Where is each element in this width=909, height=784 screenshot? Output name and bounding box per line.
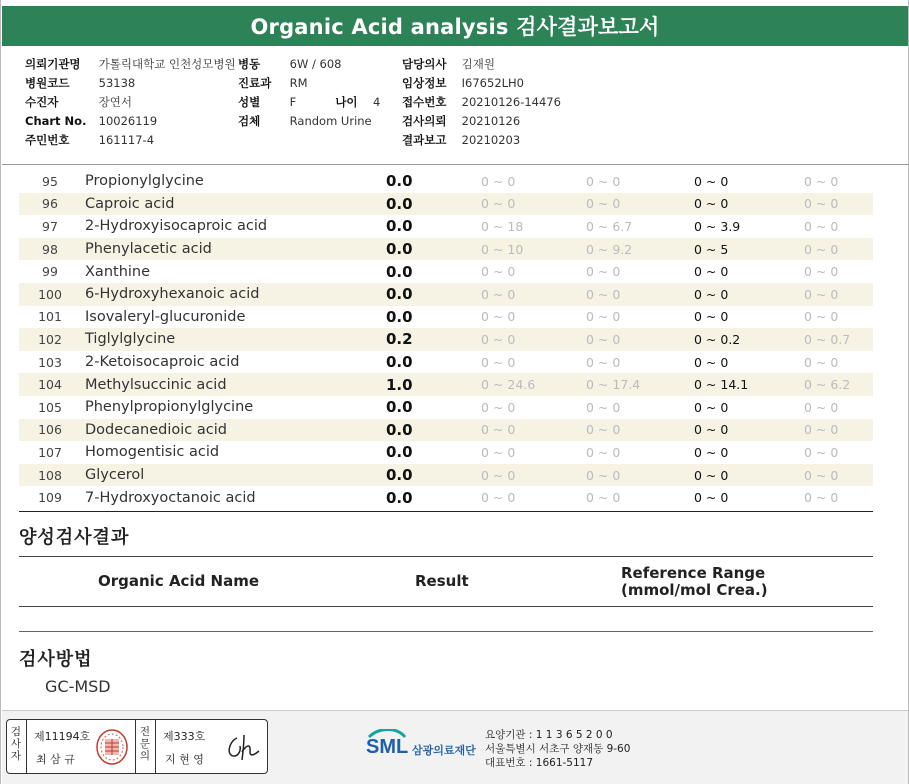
reference-range-4: 0 ~ 0 [804,309,839,325]
reference-range-3: 0 ~ 0.2 [694,328,804,351]
report-title: Organic Acid analysis 검사결과보고서 [2,6,908,46]
info-row [25,131,236,150]
row-number: 95 [42,173,58,189]
acid-name: 2-Ketoisocaproic acid [85,354,240,371]
result-value: 0.0 [386,488,413,507]
row-number: 106 [19,419,81,442]
reference-range-2: 0 ~ 0 [586,283,694,306]
acid-name: Xanthine [85,263,151,280]
acid-name: Glycerol [81,464,386,487]
result-value: 0.0 [386,172,413,191]
result-row [19,283,873,306]
acid-name: Phenylpropionylglycine [85,399,254,416]
row-number: 97 [42,218,58,234]
reference-range-4: 0 ~ 0 [804,264,839,280]
acid-name: Phenylacetic acid [81,238,386,261]
examiner-seal-icon [95,728,129,770]
info-value: 6W / 608 [289,57,342,71]
info-divider [2,164,908,165]
row-number: 107 [38,444,62,460]
acid-name: Homogentisic acid [85,444,220,461]
reference-range-2: 0 ~ 0 [586,419,694,442]
info-label: 주민번호 [25,133,70,147]
result-value: 0.0 [386,307,413,326]
specialist-name: 지 현 영 [165,753,204,766]
reference-range-1: 0 ~ 0 [481,464,586,487]
info-label: 나이 [335,95,358,109]
patient-info-middle [238,55,380,131]
col-result: Result [415,572,469,590]
info-value: 가톨릭대학교 인천성모병원 [98,57,236,71]
row-number: 102 [19,328,81,351]
row-number: 103 [38,354,62,370]
reference-range-2: 0 ~ 9.2 [586,238,694,261]
result-value: 0.2 [386,328,481,351]
result-row [19,396,873,419]
info-row [25,93,236,112]
signature-separator [135,720,136,773]
reference-range-3: 0 ~ 0 [694,490,729,506]
row-number: 99 [42,264,58,280]
positive-section-title: 양성검사결과 [19,527,130,548]
reference-range-3: 0 ~ 0 [694,419,804,442]
reference-range-1: 0 ~ 0 [481,399,516,415]
info-row [25,74,236,93]
result-value: 0.0 [386,217,413,236]
positive-header-bottom-line [19,606,873,607]
result-row [19,215,873,238]
table-end-line [19,511,873,512]
info-row [25,112,236,131]
reference-range-4: 0 ~ 6.2 [804,373,873,396]
reference-range-1: 0 ~ 0 [481,283,586,306]
info-value: Random Urine [289,114,372,128]
reference-range-3: 0 ~ 3.9 [694,218,741,234]
info-label: 접수번호 [402,95,447,109]
info-value: 4 [372,95,381,109]
reference-range-4: 0 ~ 0 [804,399,839,415]
result-value: 0.0 [386,193,481,216]
reference-range-4: 0 ~ 0 [804,238,873,261]
info-row [402,55,561,74]
positive-table-header [19,557,873,607]
reference-range-4: 0 ~ 0 [804,444,839,460]
info-label: Chart No. [25,114,87,128]
acid-name: Dodecanedioic acid [81,419,386,442]
info-label: 병원코드 [25,76,70,90]
reference-range-3: 0 ~ 0 [694,173,729,189]
reference-range-3: 0 ~ 0 [694,193,804,216]
reference-range-2: 0 ~ 0 [586,328,694,351]
result-row [19,260,873,283]
result-row [19,486,873,509]
result-row [19,351,873,374]
info-label: 결과보고 [402,133,447,147]
reference-range-3: 0 ~ 0 [694,464,804,487]
info-value: F [289,95,297,109]
info-row [238,93,380,112]
org-phone: 대표번호 : 1661-5117 [485,757,594,769]
result-value: 0.0 [386,283,481,306]
signature-box [6,719,268,774]
reference-range-3: 0 ~ 0 [694,283,804,306]
result-row [19,306,873,329]
reference-range-1: 0 ~ 0 [481,419,586,442]
results-body [19,170,873,509]
info-label: 수진자 [25,95,59,109]
info-value: 김재원 [461,57,495,71]
reference-range-2: 0 ~ 6.7 [586,218,633,234]
info-row [402,93,561,112]
reference-range-1: 0 ~ 24.6 [481,373,586,396]
row-number: 101 [38,309,62,325]
reference-range-4: 0 ~ 0.7 [804,328,873,351]
org-contact [485,728,630,770]
info-row [238,55,380,74]
signature-separator [155,720,156,773]
acid-name: Caproic acid [81,193,386,216]
row-number: 104 [19,373,81,396]
reference-range-3: 0 ~ 14.1 [694,373,804,396]
signature-separator [26,720,27,773]
col-reference-unit: (mmol/mol Crea.) [621,581,768,599]
info-value: 장연서 [98,95,132,109]
reference-range-4: 0 ~ 0 [804,354,839,370]
acid-name: Isovaleryl-glucuronide [85,308,246,325]
reference-range-2: 0 ~ 0 [586,354,621,370]
acid-name: 2-Hydroxyisocaproic acid [85,218,268,235]
reference-range-2: 0 ~ 0 [586,444,621,460]
reference-range-4: 0 ~ 0 [804,218,839,234]
reference-range-1: 0 ~ 10 [481,238,586,261]
reference-range-4: 0 ~ 0 [804,490,839,506]
result-value: 0.0 [386,353,413,372]
result-value: 0.0 [386,398,413,417]
reference-range-1: 0 ~ 0 [481,309,516,325]
reference-range-2: 0 ~ 17.4 [586,373,694,396]
reference-range-3: 0 ~ 0 [694,399,729,415]
reference-range-2: 0 ~ 0 [586,464,694,487]
info-row [402,131,561,150]
acid-name: Propionylglycine [85,173,204,190]
specialist-vertical-label: 전문의 [139,726,151,762]
examiner-vertical-label: 검사자 [10,726,22,762]
result-value: 0.0 [386,262,413,281]
specialist-license: 제333호 [163,730,206,743]
result-value: 0.0 [386,419,481,442]
result-row [19,193,873,216]
result-row [19,419,873,442]
reference-range-1: 0 ~ 0 [481,490,516,506]
reference-range-3: 0 ~ 0 [694,444,729,460]
result-row [19,373,873,396]
info-value: 20210203 [461,133,521,147]
info-value: 53138 [98,76,136,90]
info-value: RM [289,76,308,90]
row-number: 105 [38,399,62,415]
info-row [238,112,380,131]
reference-range-3: 0 ~ 0 [694,264,729,280]
sml-logo-text: SML [366,736,409,758]
org-code: 요양기관 : 1 1 3 6 5 2 0 0 [485,729,613,741]
result-value: 1.0 [386,373,481,396]
col-organic-acid-name: Organic Acid Name [98,572,260,590]
result-row [19,170,873,193]
reference-range-2: 0 ~ 0 [586,173,621,189]
row-number: 98 [19,238,81,261]
info-label: 진료과 [238,76,272,90]
positive-table-end-line [19,631,873,632]
row-number: 108 [19,464,81,487]
acid-name: Methylsuccinic acid [81,373,386,396]
reference-range-1: 0 ~ 0 [481,173,516,189]
reference-range-4: 0 ~ 0 [804,419,873,442]
row-number: 100 [19,283,81,306]
reference-range-4: 0 ~ 0 [804,464,873,487]
examiner-license: 제11194호 [34,730,91,743]
acid-name: Tiglylglycine [81,328,386,351]
result-row [19,238,873,261]
signature-icon [223,730,263,768]
info-label: 검사의뢰 [402,114,447,128]
reference-range-1: 0 ~ 0 [481,444,516,460]
reference-range-2: 0 ~ 0 [586,193,694,216]
reference-range-4: 0 ~ 0 [804,193,873,216]
reference-range-3: 0 ~ 0 [694,354,729,370]
result-value: 0.0 [386,238,481,261]
reference-range-1: 0 ~ 18 [481,218,524,234]
info-label: 병동 [238,57,261,71]
acid-name: 6-Hydroxyhexanoic acid [81,283,386,306]
reference-range-1: 0 ~ 0 [481,328,586,351]
examiner-name: 최 삼 규 [36,753,75,766]
org-name: 삼광의료재단 [412,744,476,757]
reference-range-2: 0 ~ 0 [586,309,621,325]
org-address: 서울특별시 서초구 양재동 9-60 [485,743,631,755]
reference-range-4: 0 ~ 0 [804,173,839,189]
result-value: 0.0 [386,443,413,462]
reference-range-4: 0 ~ 0 [804,283,873,306]
reference-range-1: 0 ~ 0 [481,354,516,370]
info-value: 10026119 [98,114,158,128]
info-label: 의뢰기관명 [25,57,81,71]
info-row [402,112,561,131]
reference-range-3: 0 ~ 5 [694,238,804,261]
acid-name: 7-Hydroxyoctanoic acid [85,489,256,506]
patient-info-right [402,55,561,150]
results-table [19,170,873,509]
result-value: 0.0 [386,464,481,487]
reference-range-1: 0 ~ 0 [481,264,516,280]
info-row [238,74,380,93]
info-row [402,74,561,93]
info-label: 성별 [238,95,261,109]
info-label: 임상정보 [402,76,447,90]
info-value: I67652LH0 [461,76,525,90]
info-label: 담당의사 [402,57,447,71]
info-value: 161117-4 [98,133,155,147]
result-row [19,328,873,351]
reference-range-2: 0 ~ 0 [586,264,621,280]
method-value: GC-MSD [45,677,111,696]
info-label: 검체 [238,114,261,128]
reference-range-2: 0 ~ 0 [586,490,621,506]
reference-range-2: 0 ~ 0 [586,399,621,415]
info-value: 20210126 [461,114,521,128]
reference-range-3: 0 ~ 0 [694,309,729,325]
result-row [19,441,873,464]
row-number: 96 [19,193,81,216]
method-section-title: 검사방법 [19,649,93,670]
info-row [25,55,236,74]
info-value: 20210126-14476 [461,95,561,109]
reference-range-1: 0 ~ 0 [481,193,586,216]
row-number: 109 [38,490,62,506]
col-reference-range: Reference Range [621,564,766,582]
result-row [19,464,873,487]
patient-info-left [25,55,236,150]
